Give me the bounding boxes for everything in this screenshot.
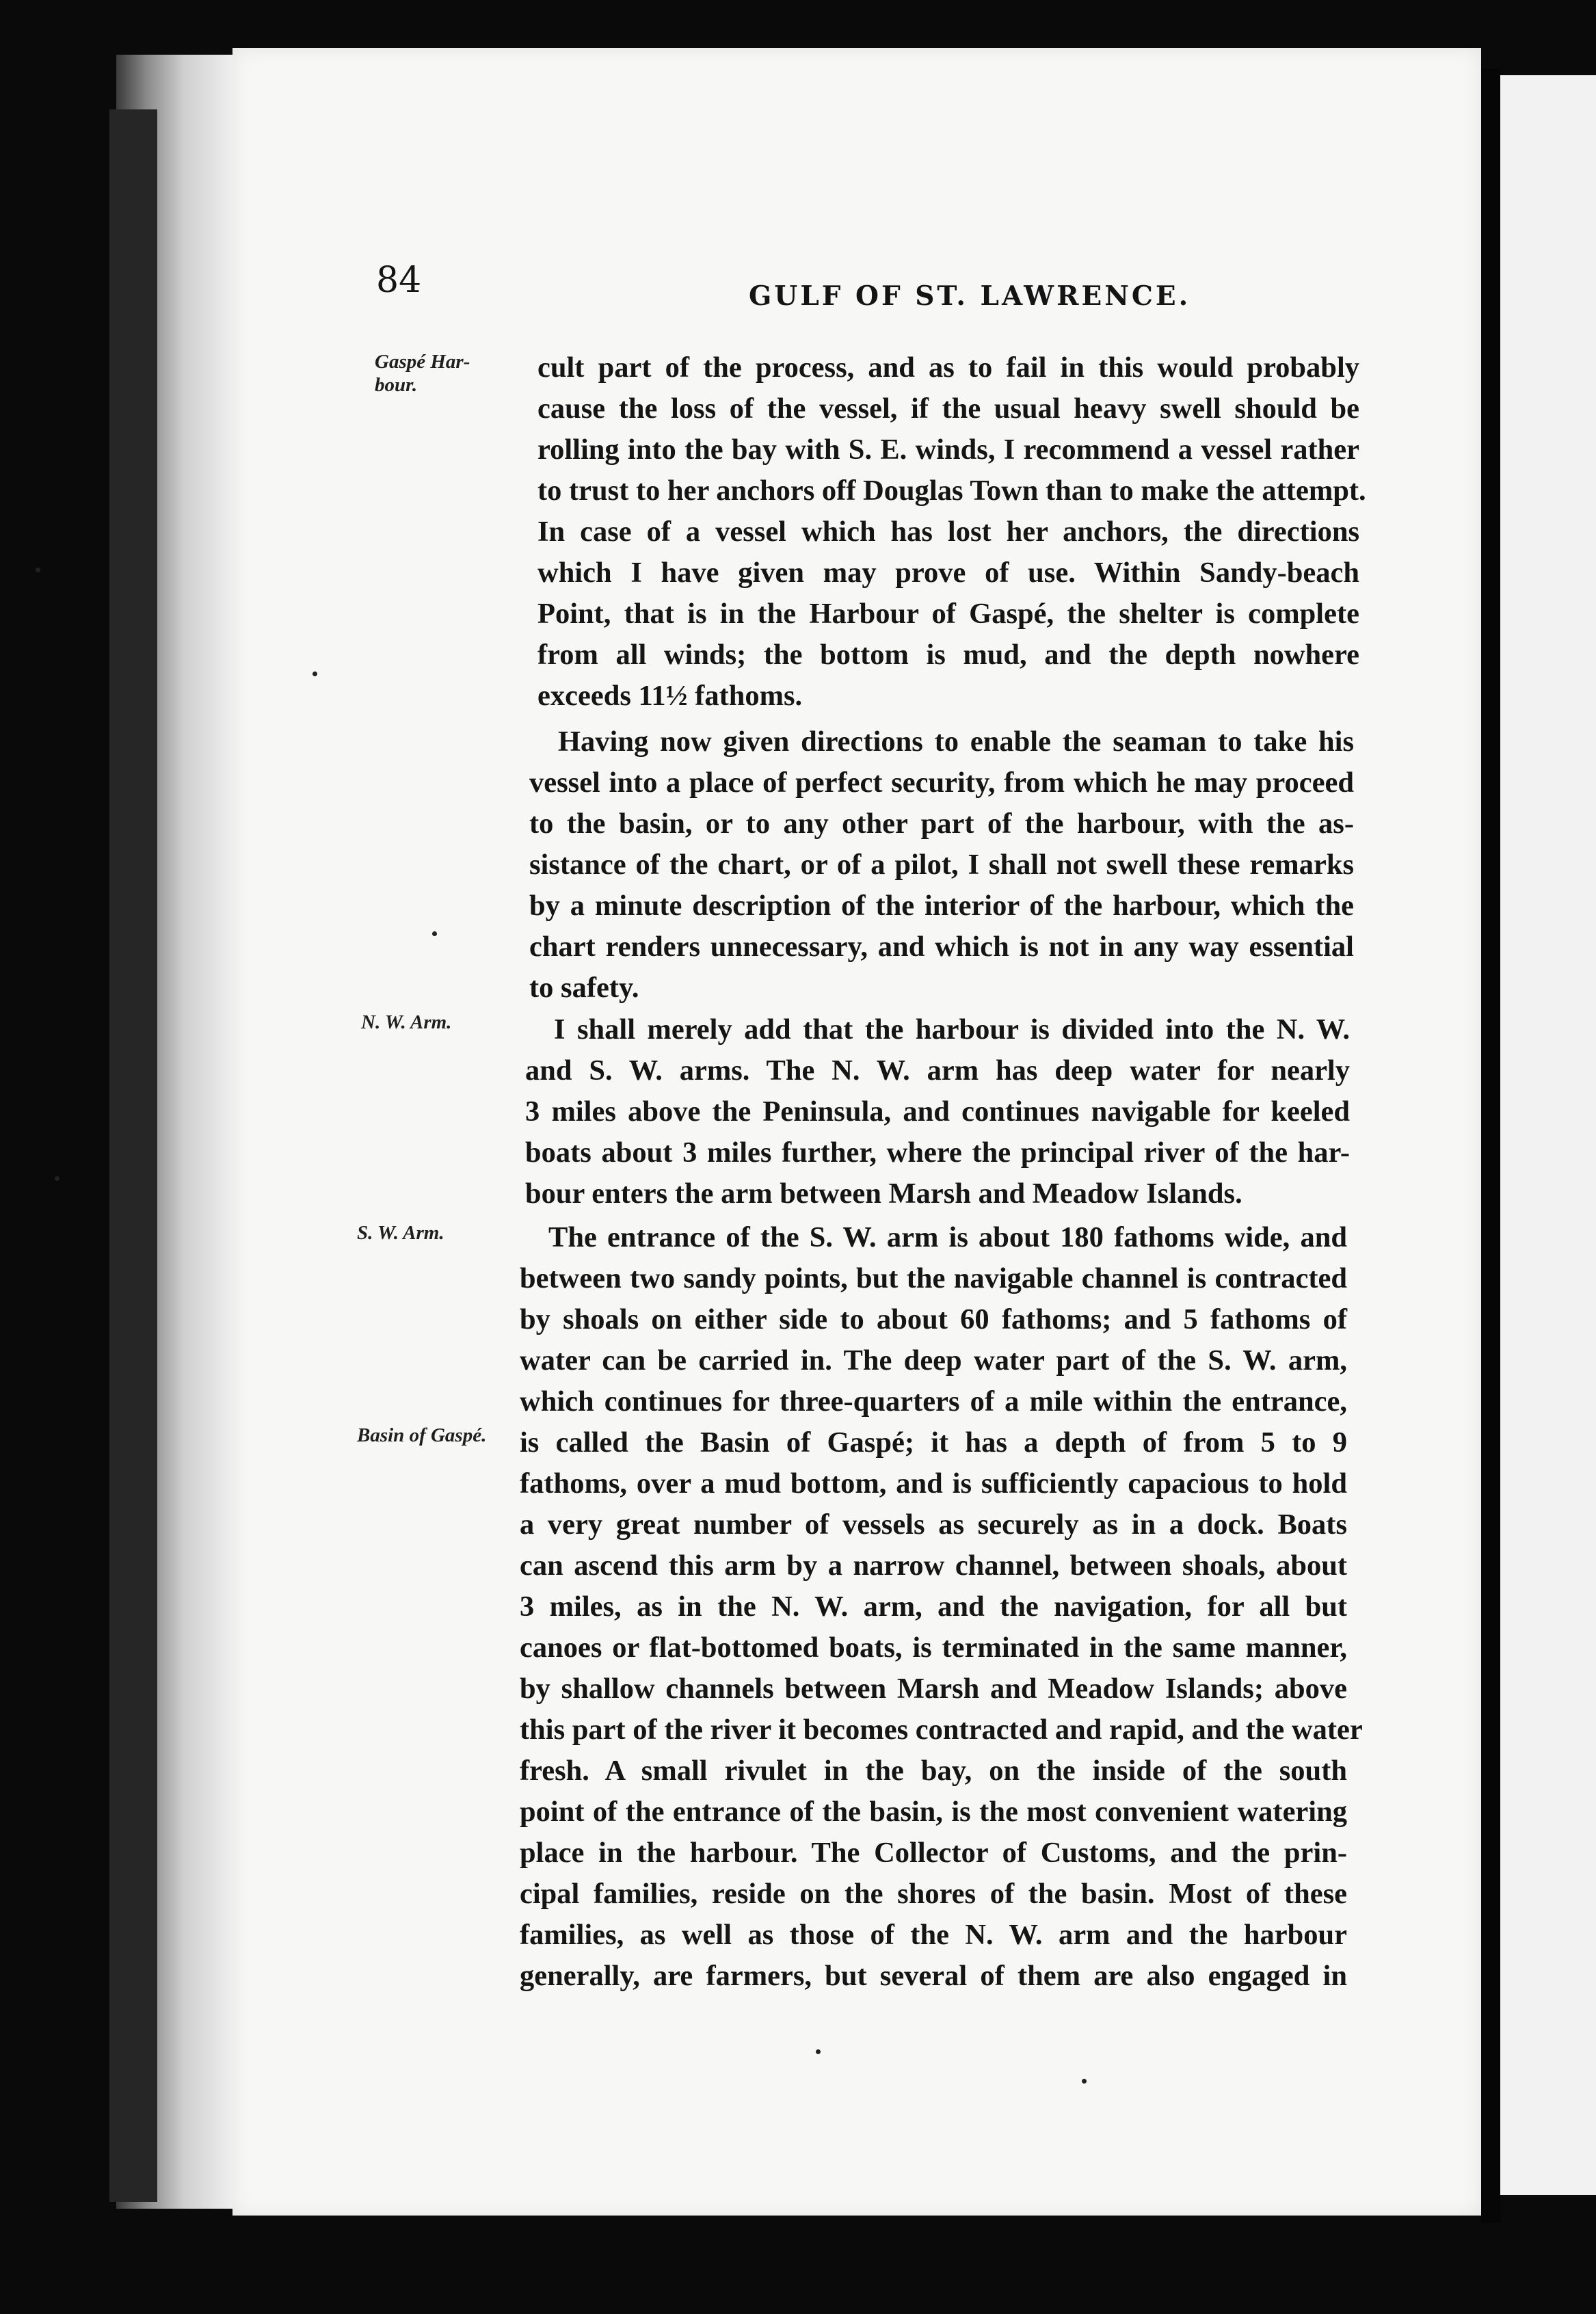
text-line: a very great number of vessels as securely as in a dock. Boats — [520, 1508, 1347, 1541]
margin-note-line: N. W. Arm. — [361, 1011, 452, 1033]
margin-note-sw-arm — [357, 1221, 501, 1245]
text-line: Having now given directions to enable the seaman to take his — [558, 726, 1354, 758]
gutter-shadow — [1481, 68, 1500, 2222]
text-line: boats about 3 miles further, where the principal river of the har- — [525, 1136, 1350, 1169]
text-line: can ascend this arm by a narrow channel, between shoals, about — [520, 1550, 1347, 1582]
text-line: water can be carried in. The deep water part of the S. W. arm, — [520, 1344, 1347, 1377]
text-line: chart renders unnecessary, and which is not in any way essential — [529, 931, 1354, 963]
facing-page-edge — [1500, 75, 1596, 2195]
text-line: I shall merely add that the harbour is divided into the N. W. — [554, 1013, 1350, 1046]
text-line: cipal families, reside on the shores of the basin. Most of these — [520, 1878, 1347, 1910]
text-line: vessel into a place of perfect security, from which he may proceed — [529, 767, 1354, 799]
text-line: by shallow channels between Marsh and Meadow Islands; above — [520, 1673, 1347, 1705]
text-line: between two sandy points, but the navigable channel is contracted — [520, 1262, 1347, 1294]
book-spine — [109, 109, 157, 2202]
margin-note-line: Basin of Gaspé. — [357, 1424, 487, 1446]
scan-speck — [36, 568, 40, 572]
text-line: by shoals on either side to about 60 fathoms; and 5 fathoms of — [520, 1303, 1347, 1335]
paragraph-2 — [529, 721, 1354, 1009]
text-line: exceeds 11½ fathoms. — [537, 680, 803, 712]
text-line: from all winds; the bottom is mud, and the depth nowhere — [537, 639, 1359, 671]
text-line: bour enters the arm between Marsh and Meadow Islands. — [525, 1178, 1242, 1210]
scan-speck — [816, 2049, 821, 2054]
page-number: 84 — [376, 260, 422, 301]
margin-note-gaspe-harbour — [375, 350, 518, 397]
text-line: 3 miles, as in the N. W. arm, and the navigation, for all but — [520, 1591, 1347, 1623]
text-line: to trust to her anchors off Douglas Town than to make the attempt. — [537, 475, 1366, 507]
margin-note-line: bour. — [375, 374, 418, 396]
scan-speck — [432, 931, 437, 936]
text-line: sistance of the chart, or of a pilot, I shall not swell these remarks — [529, 849, 1354, 881]
text-line: to the basin, or to any other part of the harbour, with the as- — [529, 808, 1354, 840]
text-line: canoes or flat-bottomed boats, is terminated in the same manner, — [520, 1632, 1347, 1664]
text-line: fresh. A small rivulet in the bay, on the inside of the south — [520, 1755, 1347, 1787]
margin-note-line: Gaspé Har- — [375, 351, 470, 373]
text-line: Point, that is in the Harbour of Gaspé, the shelter is complete — [537, 598, 1359, 630]
text-line: point of the entrance of the basin, is the most convenient watering — [520, 1796, 1347, 1828]
text-line: cause the loss of the vessel, if the usual heavy swell should be — [537, 393, 1359, 425]
paragraph-4 — [520, 1217, 1363, 1997]
text-line: which I have given may prove of use. Within Sandy-beach — [537, 557, 1359, 589]
text-line: The entrance of the S. W. arm is about 180 fathoms wide, and — [548, 1221, 1347, 1253]
paragraph-1 — [537, 347, 1366, 717]
margin-note-basin-of-gaspe — [357, 1424, 521, 1447]
margin-note-nw-arm — [361, 1011, 505, 1034]
paragraph-3 — [525, 1009, 1350, 1214]
text-line: and S. W. arms. The N. W. arm has deep water for nearly — [525, 1054, 1350, 1087]
text-line: is called the Basin of Gaspé; it has a depth of from 5 to 9 — [520, 1426, 1347, 1459]
text-line: generally, are farmers, but several of them are also engaged in — [520, 1960, 1347, 1992]
text-line: families, as well as those of the N. W. arm and the harbour — [520, 1919, 1347, 1951]
scan-speck — [55, 1176, 59, 1181]
text-line: In case of a vessel which has lost her anchors, the directions — [537, 516, 1359, 548]
text-line: this part of the river it becomes contracted and rapid, and the water — [520, 1714, 1363, 1746]
text-line: fathoms, over a mud bottom, and is sufficiently capacious to hold — [520, 1467, 1347, 1500]
running-head: GULF OF ST. LAWRENCE. — [749, 280, 1191, 312]
text-line: to safety. — [529, 972, 639, 1004]
margin-note-line: S. W. Arm. — [357, 1222, 444, 1244]
text-line: place in the harbour. The Collector of Customs, and the prin- — [520, 1837, 1347, 1869]
text-line: by a minute description of the interior of the harbour, which the — [529, 890, 1354, 922]
scan-speck — [1082, 2079, 1087, 2084]
text-line: which continues for three-quarters of a mile within the entrance, — [520, 1385, 1347, 1418]
text-line: cult part of the process, and as to fail in this would probably — [537, 351, 1359, 384]
scan-speck — [312, 671, 317, 676]
text-line: rolling into the bay with S. E. winds, I recommend a vessel rather — [537, 434, 1359, 466]
text-line: 3 miles above the Peninsula, and continues navigable for keeled — [525, 1095, 1350, 1128]
